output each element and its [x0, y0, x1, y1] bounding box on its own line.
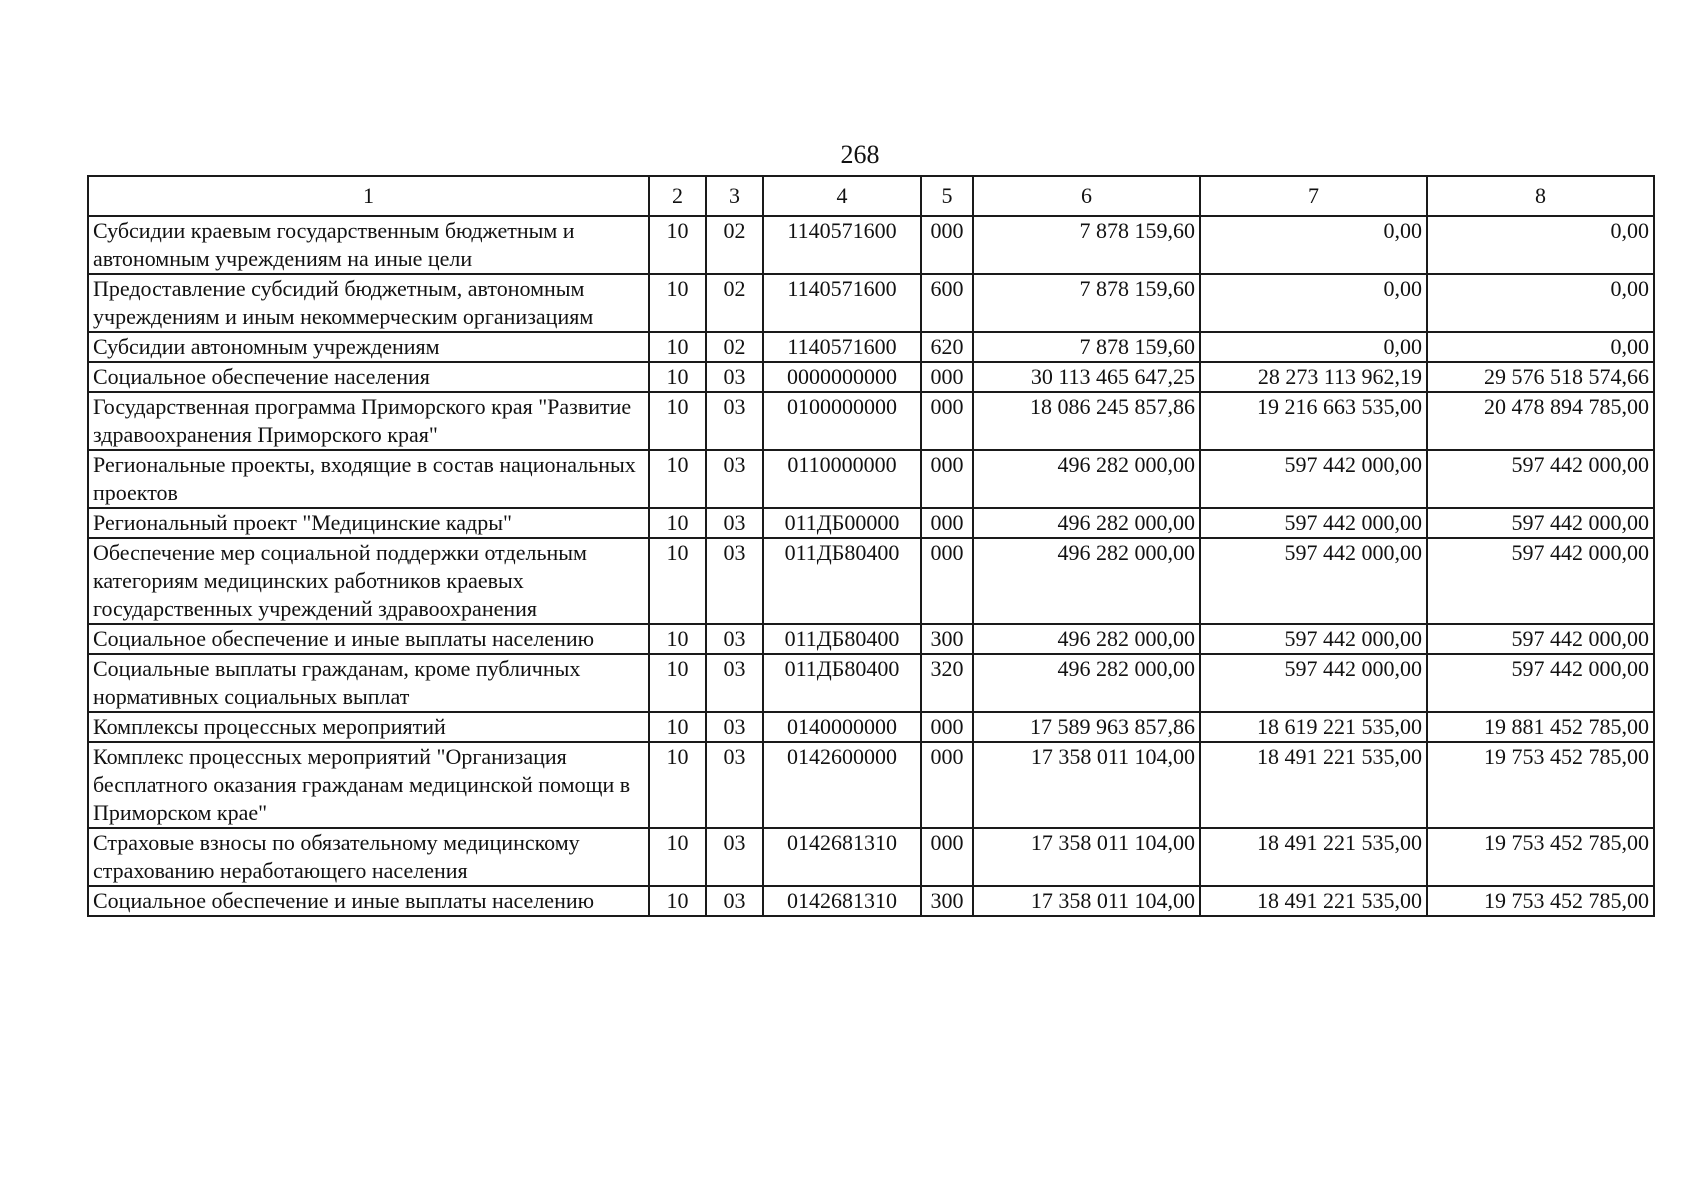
- expense-type-code: 000: [921, 392, 973, 450]
- column-header: 2: [649, 176, 706, 216]
- amount-col-7: 18 491 221 535,00: [1200, 742, 1427, 828]
- amount-col-8: 597 442 000,00: [1427, 654, 1654, 712]
- row-name: Комплекс процессных мероприятий "Организация бесплатного оказания гражданам медицинской помощи в Приморском крае": [88, 742, 649, 828]
- table-row: [88, 828, 1654, 886]
- row-name: Региональный проект "Медицинские кадры": [88, 508, 649, 538]
- target-article-code: 1140571600: [763, 216, 921, 274]
- subsection-code: 02: [706, 274, 763, 332]
- target-article-code: 011ДБ80400: [763, 654, 921, 712]
- subsection-code: 03: [706, 392, 763, 450]
- expense-type-code: 600: [921, 274, 973, 332]
- section-code: 10: [649, 742, 706, 828]
- subsection-code: 03: [706, 828, 763, 886]
- row-name: Социальное обеспечение и иные выплаты населению: [88, 886, 649, 916]
- section-code: 10: [649, 450, 706, 508]
- amount-col-6: 17 358 011 104,00: [973, 828, 1200, 886]
- section-code: 10: [649, 886, 706, 916]
- row-name: Комплексы процессных мероприятий: [88, 712, 649, 742]
- row-name: Социальное обеспечение населения: [88, 362, 649, 392]
- table-row: [88, 392, 1654, 450]
- subsection-code: 03: [706, 654, 763, 712]
- row-name: Предоставление субсидий бюджетным, автономным учреждениям и иным некоммерческим организациям: [88, 274, 649, 332]
- expense-type-code: 000: [921, 538, 973, 624]
- amount-col-6: 7 878 159,60: [973, 332, 1200, 362]
- subsection-code: 02: [706, 216, 763, 274]
- expense-type-code: 000: [921, 450, 973, 508]
- section-code: 10: [649, 624, 706, 654]
- target-article-code: 011ДБ80400: [763, 538, 921, 624]
- amount-col-7: 0,00: [1200, 274, 1427, 332]
- amount-col-6: 17 589 963 857,86: [973, 712, 1200, 742]
- amount-col-7: 28 273 113 962,19: [1200, 362, 1427, 392]
- row-name: Социальные выплаты гражданам, кроме публичных нормативных социальных выплат: [88, 654, 649, 712]
- row-name: Субсидии краевым государственным бюджетным и автономным учреждениям на иные цели: [88, 216, 649, 274]
- table-row: [88, 624, 1654, 654]
- section-code: 10: [649, 508, 706, 538]
- section-code: 10: [649, 712, 706, 742]
- amount-col-8: 19 881 452 785,00: [1427, 712, 1654, 742]
- column-header: 5: [921, 176, 973, 216]
- amount-col-8: 597 442 000,00: [1427, 508, 1654, 538]
- table-row: [88, 216, 1654, 274]
- expense-type-code: 620: [921, 332, 973, 362]
- column-header: 8: [1427, 176, 1654, 216]
- expense-type-code: 000: [921, 742, 973, 828]
- amount-col-8: 597 442 000,00: [1427, 450, 1654, 508]
- section-code: 10: [649, 274, 706, 332]
- expense-type-code: 300: [921, 624, 973, 654]
- amount-col-8: 29 576 518 574,66: [1427, 362, 1654, 392]
- amount-col-6: 496 282 000,00: [973, 508, 1200, 538]
- row-name: Субсидии автономным учреждениям: [88, 332, 649, 362]
- column-number-row: [88, 176, 1654, 216]
- target-article-code: 1140571600: [763, 332, 921, 362]
- subsection-code: 03: [706, 742, 763, 828]
- amount-col-8: 597 442 000,00: [1427, 624, 1654, 654]
- target-article-code: 011ДБ80400: [763, 624, 921, 654]
- table-row: [88, 886, 1654, 916]
- amount-col-8: 20 478 894 785,00: [1427, 392, 1654, 450]
- amount-col-7: 597 442 000,00: [1200, 538, 1427, 624]
- amount-col-7: 19 216 663 535,00: [1200, 392, 1427, 450]
- amount-col-8: 19 753 452 785,00: [1427, 742, 1654, 828]
- table-row: [88, 332, 1654, 362]
- column-header: 4: [763, 176, 921, 216]
- amount-col-7: 0,00: [1200, 332, 1427, 362]
- section-code: 10: [649, 654, 706, 712]
- row-name: Социальное обеспечение и иные выплаты населению: [88, 624, 649, 654]
- column-header: 6: [973, 176, 1200, 216]
- amount-col-6: 17 358 011 104,00: [973, 886, 1200, 916]
- amount-col-8: 0,00: [1427, 274, 1654, 332]
- amount-col-8: 0,00: [1427, 216, 1654, 274]
- amount-col-7: 0,00: [1200, 216, 1427, 274]
- budget-table: [87, 175, 1655, 917]
- subsection-code: 03: [706, 886, 763, 916]
- table-row: [88, 742, 1654, 828]
- target-article-code: 0140000000: [763, 712, 921, 742]
- subsection-code: 03: [706, 538, 763, 624]
- row-name: Государственная программа Приморского края "Развитие здравоохранения Приморского края": [88, 392, 649, 450]
- column-header: 3: [706, 176, 763, 216]
- subsection-code: 03: [706, 362, 763, 392]
- expense-type-code: 000: [921, 712, 973, 742]
- subsection-code: 03: [706, 450, 763, 508]
- page-number: 268: [840, 140, 880, 169]
- target-article-code: 0110000000: [763, 450, 921, 508]
- expense-type-code: 000: [921, 508, 973, 538]
- amount-col-7: 597 442 000,00: [1200, 508, 1427, 538]
- target-article-code: 0142681310: [763, 886, 921, 916]
- amount-col-7: 597 442 000,00: [1200, 450, 1427, 508]
- amount-col-8: 19 753 452 785,00: [1427, 886, 1654, 916]
- expense-type-code: 000: [921, 828, 973, 886]
- amount-col-7: 18 491 221 535,00: [1200, 828, 1427, 886]
- amount-col-8: 19 753 452 785,00: [1427, 828, 1654, 886]
- row-name: Страховые взносы по обязательному медицинскому страхованию неработающего населения: [88, 828, 649, 886]
- section-code: 10: [649, 538, 706, 624]
- column-header: 1: [88, 176, 649, 216]
- table-body: [88, 216, 1654, 916]
- table-row: [88, 654, 1654, 712]
- table-row: [88, 274, 1654, 332]
- amount-col-6: 30 113 465 647,25: [973, 362, 1200, 392]
- subsection-code: 03: [706, 508, 763, 538]
- amount-col-6: 496 282 000,00: [973, 450, 1200, 508]
- subsection-code: 03: [706, 624, 763, 654]
- amount-col-7: 597 442 000,00: [1200, 624, 1427, 654]
- amount-col-7: 18 491 221 535,00: [1200, 886, 1427, 916]
- row-name: Региональные проекты, входящие в состав национальных проектов: [88, 450, 649, 508]
- amount-col-6: 7 878 159,60: [973, 274, 1200, 332]
- section-code: 10: [649, 828, 706, 886]
- table-row: [88, 450, 1654, 508]
- amount-col-7: 18 619 221 535,00: [1200, 712, 1427, 742]
- section-code: 10: [649, 362, 706, 392]
- target-article-code: 0000000000: [763, 362, 921, 392]
- section-code: 10: [649, 332, 706, 362]
- target-article-code: 0142600000: [763, 742, 921, 828]
- amount-col-6: 496 282 000,00: [973, 538, 1200, 624]
- expense-type-code: 300: [921, 886, 973, 916]
- amount-col-7: 597 442 000,00: [1200, 654, 1427, 712]
- table-row: [88, 712, 1654, 742]
- row-name: Обеспечение мер социальной поддержки отдельным категориям медицинских работников краевых государственных учреждений здравоохранения: [88, 538, 649, 624]
- amount-col-6: 17 358 011 104,00: [973, 742, 1200, 828]
- target-article-code: 1140571600: [763, 274, 921, 332]
- amount-col-6: 496 282 000,00: [973, 624, 1200, 654]
- amount-col-6: 7 878 159,60: [973, 216, 1200, 274]
- table-row: [88, 538, 1654, 624]
- subsection-code: 03: [706, 712, 763, 742]
- expense-type-code: 000: [921, 362, 973, 392]
- amount-col-6: 496 282 000,00: [973, 654, 1200, 712]
- amount-col-8: 0,00: [1427, 332, 1654, 362]
- amount-col-8: 597 442 000,00: [1427, 538, 1654, 624]
- column-header: 7: [1200, 176, 1427, 216]
- subsection-code: 02: [706, 332, 763, 362]
- table-row: [88, 362, 1654, 392]
- expense-type-code: 320: [921, 654, 973, 712]
- amount-col-6: 18 086 245 857,86: [973, 392, 1200, 450]
- expense-type-code: 000: [921, 216, 973, 274]
- table-row: [88, 508, 1654, 538]
- section-code: 10: [649, 216, 706, 274]
- section-code: 10: [649, 392, 706, 450]
- target-article-code: 011ДБ00000: [763, 508, 921, 538]
- target-article-code: 0142681310: [763, 828, 921, 886]
- target-article-code: 0100000000: [763, 392, 921, 450]
